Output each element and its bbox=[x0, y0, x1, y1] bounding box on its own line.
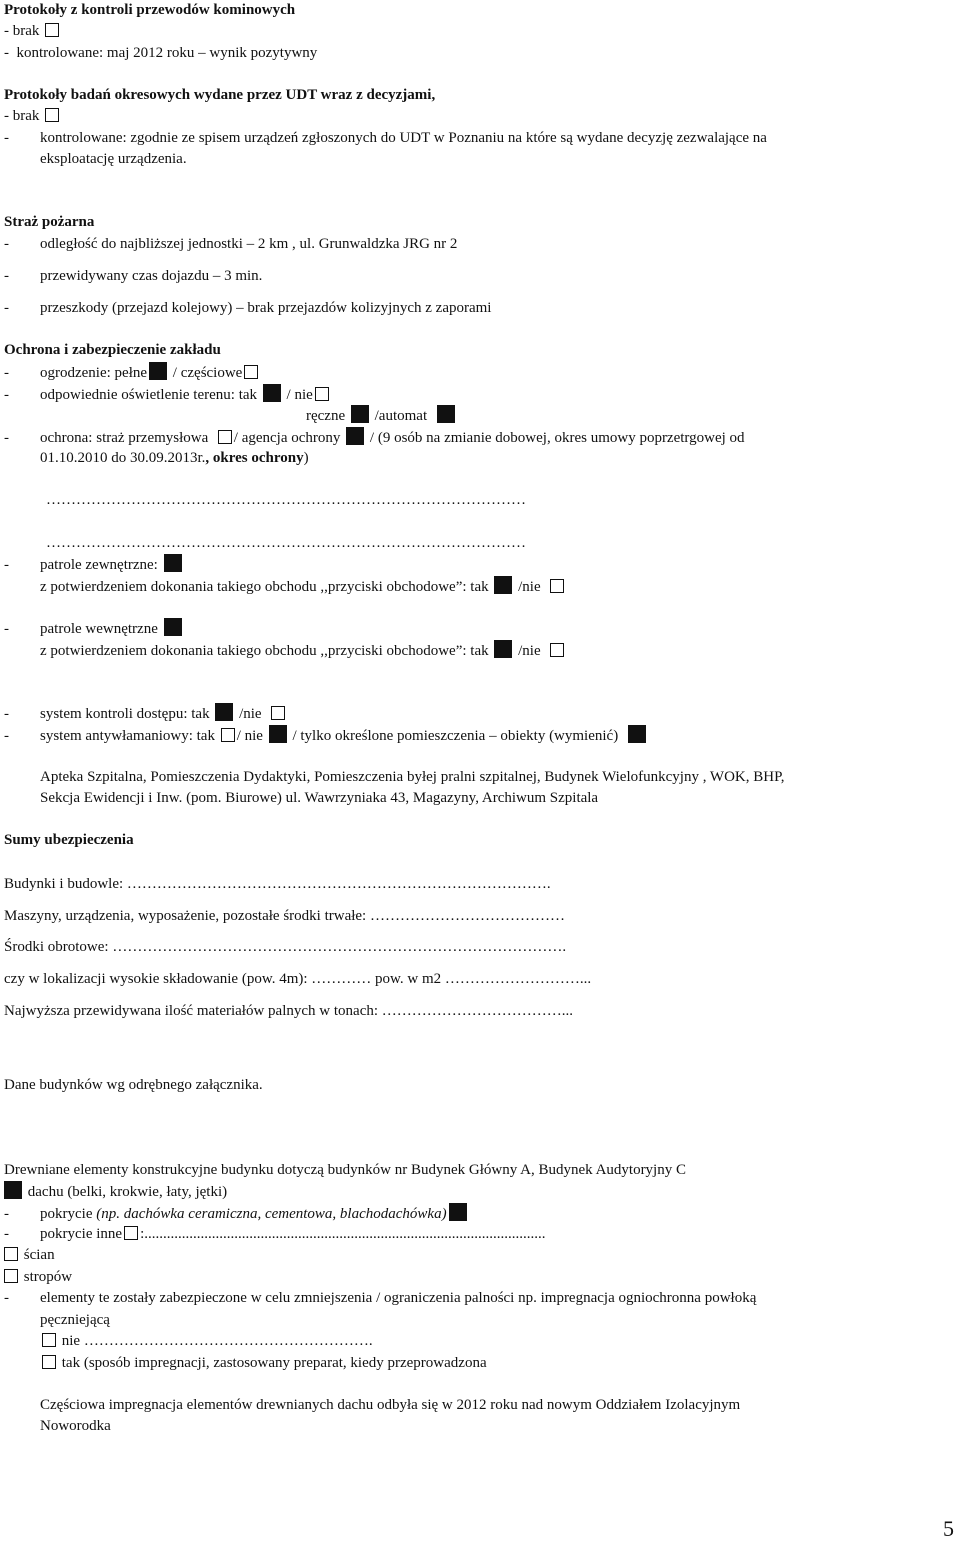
protection-row: - elementy te zostały zabezpieczone w celu zmniejszenia / ograniczenia palności np. impregnacja ogniochronna powłoką bbox=[4, 1290, 757, 1306]
fire-distance-row: - odległość do najbliższej jednostki – 2 km , ul. Grunwaldzka JRG nr 2 bbox=[4, 236, 458, 252]
roofing-examples: (np. dachówka ceramiczna, cementowa, blachodachówka) bbox=[96, 1206, 447, 1222]
sum-current-assets-field[interactable]: Środki obrotowe: ………………………………………………………………………………. bbox=[4, 939, 567, 955]
building-data-note: Dane budynków wg odrębnego załącznika. bbox=[4, 1077, 263, 1093]
alarm-partial-label: / tylko określone pomieszczenia – obiekty (wymienić) bbox=[292, 728, 619, 744]
guard-details-text: / (9 osób na zmianie dobowej, okres umowy poprzetrgowej od bbox=[369, 430, 745, 446]
roof-label: dachu (belki, krokwie, łaty, jętki) bbox=[27, 1184, 228, 1200]
chimney-brak-label: brak bbox=[12, 23, 40, 39]
fire-distance-text: odległość do najbliższej jednostki – 2 km , ul. Grunwaldzka JRG nr 2 bbox=[40, 236, 458, 252]
flammable-materials-field[interactable]: Najwyższa przewidywana ilość materiałów palnych w tonach: ………………………………... bbox=[4, 1003, 574, 1019]
roofing-row: - pokrycie (np. dachówka ceramiczna, cementowa, blachodachówka) bbox=[4, 1203, 469, 1225]
patrol-internal-confirm-no-label: /nie bbox=[518, 643, 541, 659]
guard-period-dates: 01.10.2010 do 30.09.2013r. bbox=[40, 450, 206, 466]
udt-kontrolowane-line2: eksploatację urządzenia. bbox=[40, 151, 187, 167]
alarm-no-label: / nie bbox=[236, 728, 263, 744]
udt-brak-label: brak bbox=[12, 108, 40, 124]
roofing-other-dots: :........................................................................................................... bbox=[140, 1226, 546, 1242]
protection-no-checkbox[interactable] bbox=[42, 1333, 56, 1347]
guard-industrial-checkbox[interactable] bbox=[218, 430, 232, 444]
guard-period-row bbox=[40, 448, 309, 469]
protection-yes-checkbox[interactable] bbox=[42, 1355, 56, 1369]
lighting-row: - odpowiednie oświetlenie terenu: tak / nie bbox=[4, 384, 331, 406]
guard-period-label: , okres ochrony bbox=[205, 450, 304, 466]
udt-brak-checkbox[interactable] bbox=[45, 108, 59, 122]
guard-dots-line1: …………………………………………………………………………………… bbox=[46, 492, 526, 508]
sum-machines-field[interactable]: Maszyny, urządzenia, wyposażenie, pozostałe środki trwałe: ………………………………… bbox=[4, 908, 565, 924]
guard-dots-line2: …………………………………………………………………………………… bbox=[46, 535, 526, 551]
patrol-internal-label: patrole wewnętrzne bbox=[40, 621, 158, 637]
chimney-brak-row: - brak bbox=[4, 21, 61, 42]
udt-kontrolowane-line1: kontrolowane: zgodnie ze spisem urządzeń zgłoszonych do UDT w Poznaniu na które są wydane decyzję zezwalające na bbox=[40, 130, 767, 146]
walls-checkbox[interactable] bbox=[4, 1247, 18, 1261]
ceilings-row bbox=[4, 1267, 72, 1288]
protection-line2: pęczniejącą bbox=[40, 1312, 110, 1328]
patrol-external-confirm-no-checkbox[interactable] bbox=[550, 579, 564, 593]
patrol-internal-row: - patrole wewnętrzne bbox=[4, 618, 184, 640]
section-fire-title: Straż pożarna bbox=[4, 214, 95, 230]
alarm-label: system antywłamaniowy: tak bbox=[40, 728, 215, 744]
patrol-internal-confirm-label: z potwierdzeniem dokonania takiego obchodu ,,przyciski obchodowe”: tak bbox=[40, 643, 489, 659]
access-control-yes-checked[interactable] bbox=[215, 703, 233, 721]
patrol-internal-checkbox-checked[interactable] bbox=[164, 618, 182, 636]
section-sums-title: Sumy ubezpieczenia bbox=[4, 832, 134, 848]
impregnation-line1: Częściowa impregnacja elementów drewnianych dachu odbyła się w 2012 roku nad nowym Oddziałem Izolacyjnym bbox=[40, 1397, 741, 1413]
guard-industrial-label: ochrona: straż przemysłowa bbox=[40, 430, 209, 446]
fire-time-text: przewidywany czas dojazdu – 3 min. bbox=[40, 268, 263, 284]
patrol-internal-confirm-no-checkbox[interactable] bbox=[550, 643, 564, 657]
patrol-external-label: patrole zewnętrzne: bbox=[40, 557, 158, 573]
chimney-brak-checkbox[interactable] bbox=[45, 23, 59, 37]
page-number: 5 bbox=[943, 1516, 954, 1541]
access-control-label: system kontroli dostępu: tak bbox=[40, 706, 210, 722]
section-udt-title: Protokoły badań okresowych wydane przez UDT wraz z decyzjami, bbox=[4, 87, 436, 103]
lighting-manual-checkbox-checked[interactable] bbox=[351, 405, 369, 423]
protection-no-label: nie …………………………………………………. bbox=[61, 1333, 373, 1349]
fence-label: ogrodzenie: pełne bbox=[40, 365, 148, 381]
protection-yes-row bbox=[42, 1353, 487, 1374]
roofing-other-label: pokrycie inne bbox=[40, 1226, 123, 1242]
high-storage-field[interactable]: czy w lokalizacji wysokie składowanie (pow. 4m): ………… pow. w m2 ………………………... bbox=[4, 971, 592, 987]
patrol-internal-confirm-yes-checked[interactable] bbox=[494, 640, 512, 658]
lighting-auto-label: /automat bbox=[374, 408, 428, 424]
fence-partial-label: / częściowe bbox=[172, 365, 243, 381]
patrol-external-confirm-no-label: /nie bbox=[518, 579, 541, 595]
alarm-rooms-line1: Apteka Szpitalna, Pomieszczenia Dydaktyki, Pomieszczenia byłej pralni szpitalnej, Budynek Wielofunkcyjny , WOK, BHP, bbox=[40, 769, 785, 785]
chimney-kontrolowane-row: - kontrolowane: maj 2012 roku – wynik pozytywny bbox=[4, 45, 318, 61]
alarm-yes-checkbox[interactable] bbox=[221, 728, 235, 742]
section-security-title: Ochrona i zabezpieczenie zakładu bbox=[4, 342, 221, 358]
ceilings-label: stropów bbox=[23, 1269, 73, 1285]
lighting-yes-checkbox-checked[interactable] bbox=[263, 384, 281, 402]
protection-yes-label: tak (sposób impregnacji, zastosowany preparat, kiedy przeprowadzona bbox=[61, 1355, 487, 1371]
fence-partial-checkbox[interactable] bbox=[244, 365, 258, 379]
patrol-external-row: - patrole zewnętrzne: bbox=[4, 554, 184, 576]
roofing-other-checkbox[interactable] bbox=[124, 1226, 138, 1240]
alarm-partial-checkbox-checked[interactable] bbox=[628, 725, 646, 743]
walls-row bbox=[4, 1245, 55, 1266]
walls-label: ścian bbox=[23, 1247, 55, 1263]
guard-period-close: ) bbox=[303, 450, 309, 466]
udt-kontrolowane-row: - kontrolowane: zgodnie ze spisem urządzeń zgłoszonych do UDT w Poznaniu na które są wydane decyzję zezwalające na bbox=[4, 130, 767, 146]
patrol-internal-confirm-row bbox=[40, 640, 566, 662]
roofing-checkbox-checked[interactable] bbox=[449, 1203, 467, 1221]
protection-no-row bbox=[42, 1331, 373, 1352]
roofing-other-row: - pokrycie inne :........................................................................................................... bbox=[4, 1226, 546, 1242]
wooden-elements-text: Drewniane elementy konstrukcyjne budynku dotyczą budynków nr Budynek Główny A, Budynek Audytoryjny C bbox=[4, 1162, 686, 1178]
fire-obstacles-row: - przeszkody (przejazd kolejowy) – brak przejazdów kolizyjnych z zaporami bbox=[4, 300, 492, 316]
protection-line1: elementy te zostały zabezpieczone w celu zmniejszenia / ograniczenia palności np. impregnacja ogniochronna powłoką bbox=[40, 1290, 757, 1306]
patrol-external-confirm-label: z potwierdzeniem dokonania takiego obchodu ,,przyciski obchodowe”: tak bbox=[40, 579, 489, 595]
fence-row: - ogrodzenie: pełne / częściowe bbox=[4, 362, 260, 384]
chimney-kontrolowane-label: kontrolowane: maj 2012 roku – wynik pozytywny bbox=[16, 45, 318, 61]
alarm-rooms-line2: Sekcja Ewidencji i Inw. (pom. Biurowe) ul. Wawrzyniaka 43, Magazyny, Archiwum Szpitala bbox=[40, 790, 599, 806]
access-control-no-label: /nie bbox=[239, 706, 262, 722]
lighting-auto-checkbox-checked[interactable] bbox=[437, 405, 455, 423]
udt-brak-row: - brak bbox=[4, 106, 61, 127]
section-chimney-title: Protokoły z kontroli przewodów kominowych bbox=[4, 2, 296, 18]
lighting-no-checkbox[interactable] bbox=[315, 387, 329, 401]
fence-full-checkbox-checked[interactable] bbox=[149, 362, 167, 380]
roofing-label: pokrycie bbox=[40, 1206, 93, 1222]
access-control-no-checkbox[interactable] bbox=[271, 706, 285, 720]
lighting-label: odpowiednie oświetlenie terenu: tak bbox=[40, 387, 258, 403]
guard-row: - ochrona: straż przemysłowa / agencja ochrony / (9 osób na zmianie dobowej, okres umowy poprzetrgowej od bbox=[4, 427, 745, 449]
lighting-no-label: / nie bbox=[286, 387, 313, 403]
patrol-external-checkbox-checked[interactable] bbox=[164, 554, 182, 572]
lighting-mode-row bbox=[306, 405, 457, 427]
sum-buildings-field[interactable]: Budynki i budowle: …………………………………………………………………………. bbox=[4, 876, 551, 892]
lighting-manual-label: ręczne bbox=[306, 408, 346, 424]
alarm-no-checkbox-checked[interactable] bbox=[269, 725, 287, 743]
roof-checkbox-checked[interactable] bbox=[4, 1181, 22, 1199]
fire-obstacles-text: przeszkody (przejazd kolejowy) – brak przejazdów kolizyjnych z zaporami bbox=[40, 300, 492, 316]
patrol-external-confirm-row bbox=[40, 576, 566, 598]
roof-row bbox=[4, 1181, 227, 1203]
access-control-row: - system kontroli dostępu: tak /nie bbox=[4, 703, 287, 725]
patrol-external-confirm-yes-checked[interactable] bbox=[494, 576, 512, 594]
impregnation-line2: Noworodka bbox=[40, 1418, 111, 1434]
alarm-row: - system antywłamaniowy: tak / nie / tylko określone pomieszczenia – obiekty (wymienić) bbox=[4, 725, 648, 747]
fire-time-row: - przewidywany czas dojazdu – 3 min. bbox=[4, 268, 263, 284]
guard-agency-label: / agencja ochrony bbox=[233, 430, 341, 446]
guard-agency-checkbox-checked[interactable] bbox=[346, 427, 364, 445]
ceilings-checkbox[interactable] bbox=[4, 1269, 18, 1283]
